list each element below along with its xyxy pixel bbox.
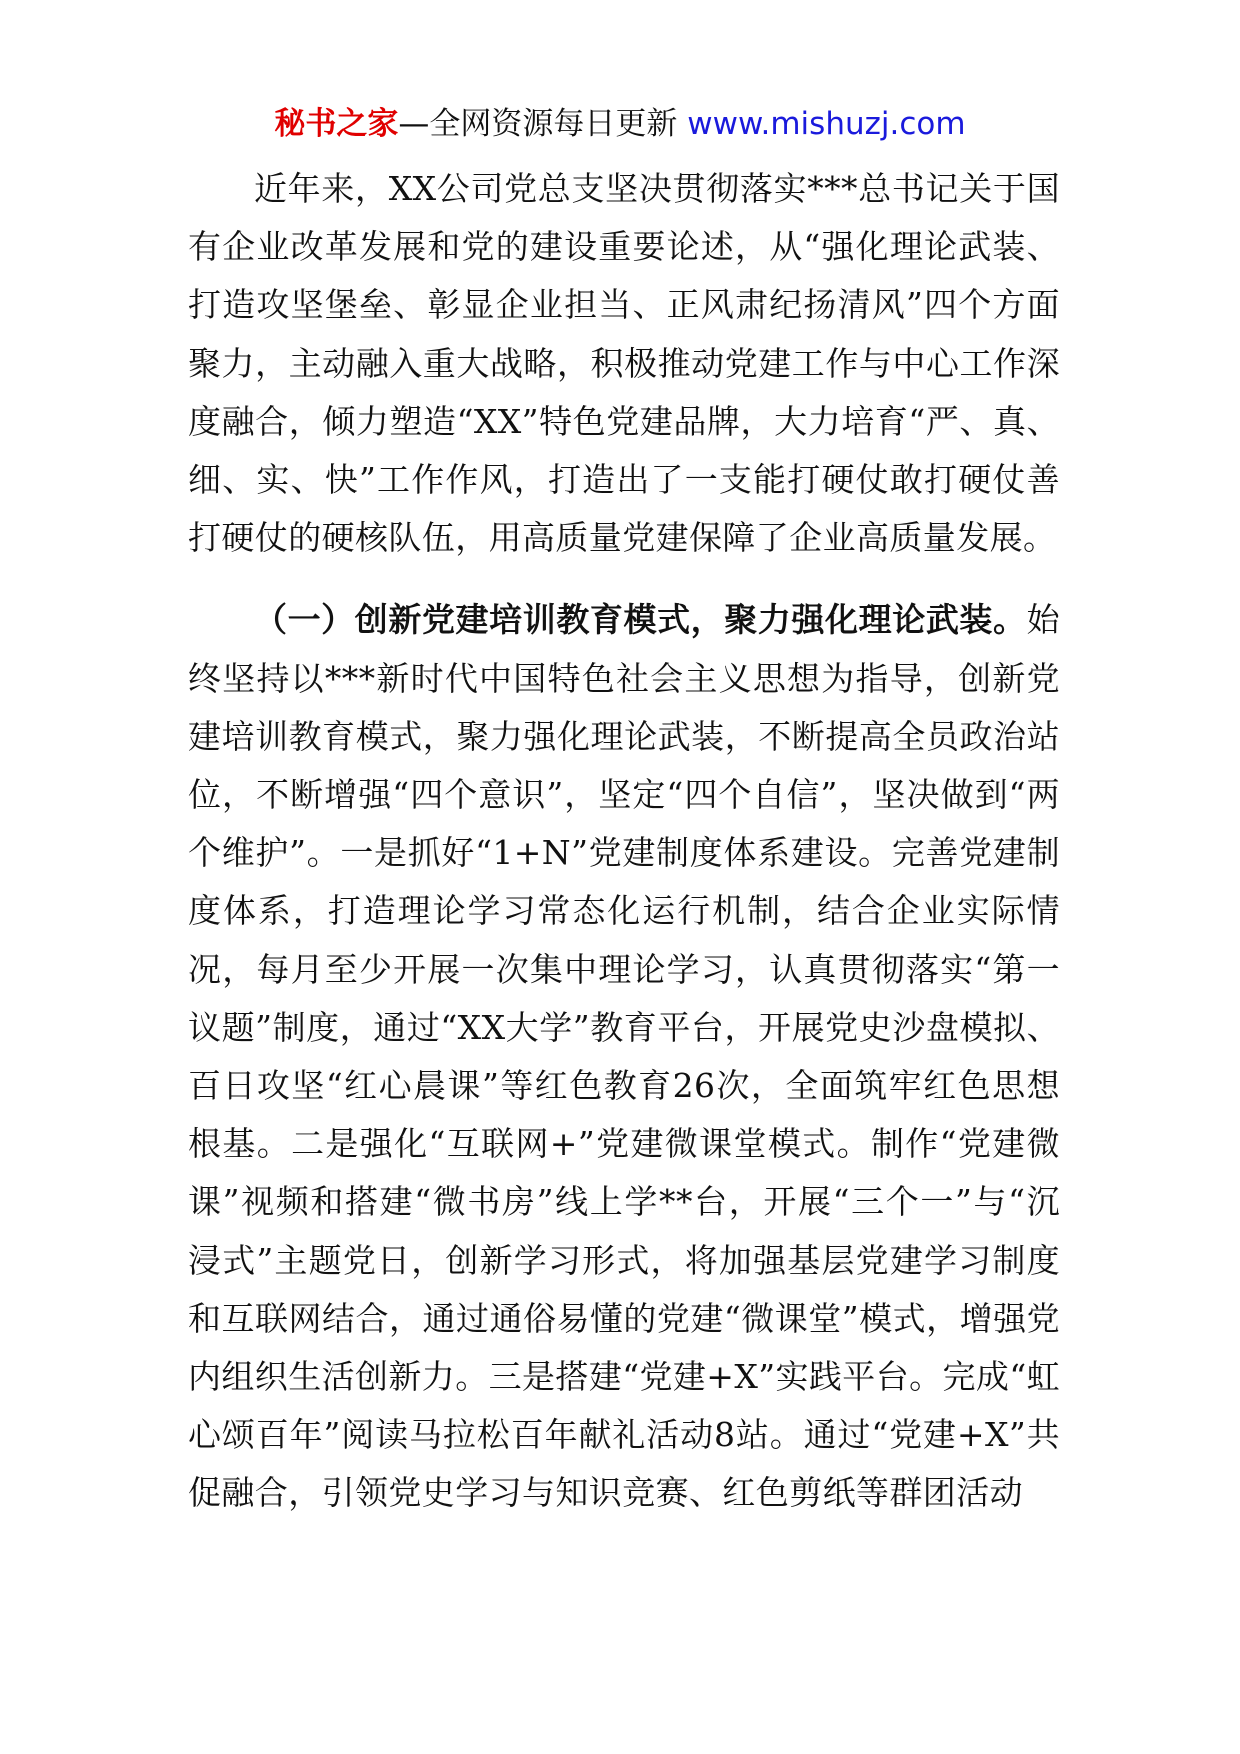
header-url: www.mishuzj.com xyxy=(687,106,966,142)
brand-name: 秘书之家 xyxy=(274,106,399,142)
document-body xyxy=(188,160,1060,1523)
section-1-paragraph xyxy=(188,591,1060,1522)
section-1-heading: （一）创新党建培训教育模式，聚力强化理论武装。 xyxy=(254,600,1027,640)
section-1-text: 始终坚持以***新时代中国特色社会主义思想为指导，创新党建培训教育模式，聚力强化理论武装，不断提高全员政治站位，不断增强“四个意识”，坚定“四个自信”，坚决做到“两个维护”。一是抓好“1+N”党建制度体系建设。完善党建制度体系，打造理论学习常态化运行机制，结合企业实际情况，每月至少开展一次集中理论学习，认真贯彻落实“第一议题”制度，通过“XX大学”教育平台，开展党史沙盘模拟、百日攻坚“红心晨课”等红色教育26次，全面筑牢红色思想根基。二是强化“互联网+”党建微课堂模式。制作“党建微课”视频和搭建“微书房”线上学**台，开展“三个一”与“沉浸式”主题党日，创新学习形式，将加强基层党建学习制度和互联网结合，通过通俗易懂的党建“微课堂”模式，增强党内组织生活创新力。三是搭建“党建+X”实践平台。完成“虹心颂百年”阅读马拉松百年献礼活动8站。通过“党建+X”共促融合，引领党史学习与知识竞赛、红色剪纸等群团活动 xyxy=(188,600,1060,1513)
watermark-header xyxy=(0,100,1240,148)
intro-paragraph: 近年来，XX公司党总支坚决贯彻落实***总书记关于国有企业改革发展和党的建设重要论述，从“强化理论武装、打造攻坚堡垒、彰显企业担当、正风肃纪扬清风”四个方面聚力，主动融入重大战略，积极推动党建工作与中心工作深度融合，倾力塑造“XX”特色党建品牌，大力培育“严、真、细、实、快”工作作风，打造出了一支能打硬仗敢打硬仗善打硬仗的硬核队伍，用高质量党建保障了企业高质量发展。 xyxy=(188,169,1060,558)
header-tagline: —全网资源每日更新 xyxy=(398,106,688,142)
